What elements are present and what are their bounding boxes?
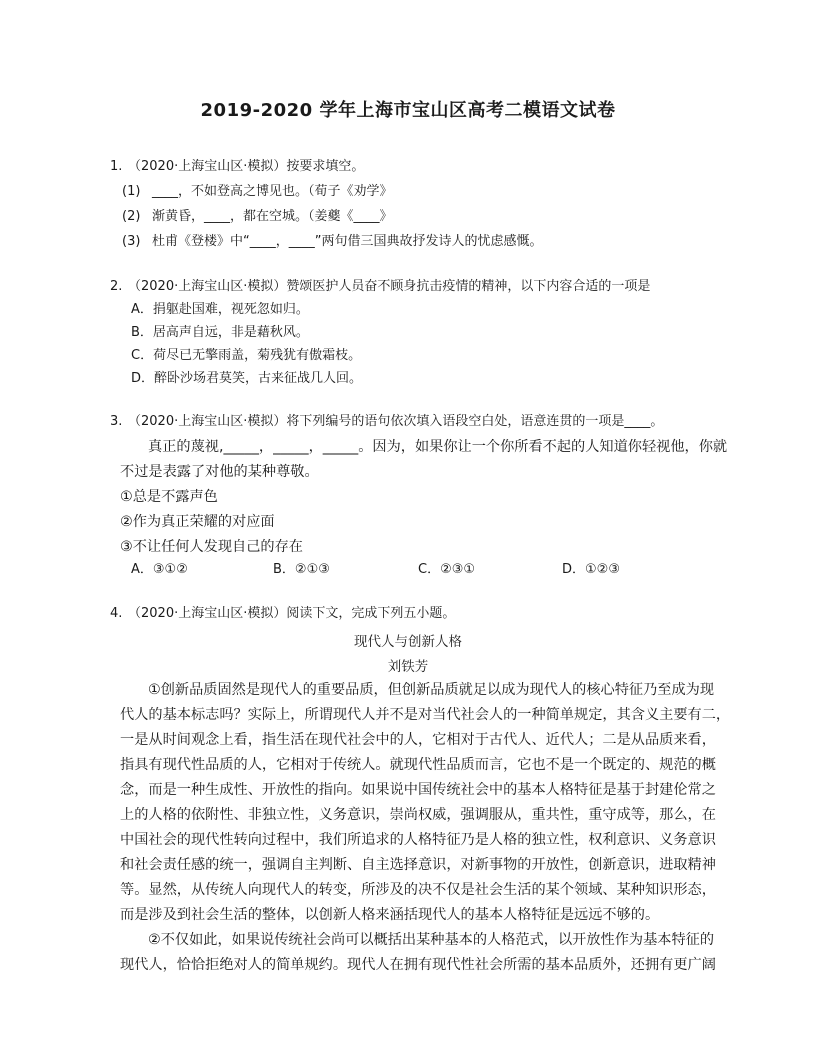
article-line: 现代人，恰恰拒绝对人的简单规约。现代人在拥有现代性社会所需的基本品质外，还拥有更广阔 (120, 957, 716, 973)
question-3-number: 3. (110, 414, 123, 429)
article-line: 指具有现代性品质的人，它相对于传统人。就现代性品质而言，它也不是一个既定的、规范的概 (120, 757, 716, 773)
article-author: 刘铁芳 (387, 659, 429, 675)
article-line: ②不仅如此，如果说传统社会尚可以概括出某种基本的人格范式，以开放性作为基本特征的 (148, 932, 715, 948)
question-3-item-1: ①总是不露声色 (120, 489, 218, 505)
article-line: 而是涉及到社会生活的整体，以创新人格来涵括现代人的基本人格特征是远远不够的。 (120, 907, 660, 923)
page-title: 2019-2020 学年上海市宝山区高考二模语文试卷 (200, 100, 616, 121)
question-3-paragraph-line-1: 真正的蔑视,_____，_____，_____。因为，如果你让一个你所看不起的人知道你轻视他，你就 (148, 439, 728, 455)
article-line: 上的人格的依附性、非独立性，义务意识，崇尚权威，强调服从，重共性，重守成等，那么，在 (120, 807, 716, 823)
question-2-option-a: A．捐躯赴国难，视死忽如归。 (131, 302, 309, 317)
article-line: 一是从时间观念上看，指生活在现代社会中的人，它相对于古代人、近代人；二是从品质来看， (120, 732, 716, 748)
question-1-item-3-text: 杜甫《登楼》中“____，____”两句借三国典故抒发诗人的忧虑感慨。 (152, 234, 543, 249)
question-3-item-3: ③不让任何人发现自己的存在 (120, 539, 303, 555)
article-line: 中国社会的现代性转向过程中，我们所追求的人格特征乃是人格的独立性，权利意识、义务意识 (120, 832, 716, 848)
question-3-option-a: A．③①② (131, 562, 188, 577)
question-1-stem: （2020·上海宝山区·模拟）按要求填空。 (128, 159, 365, 174)
question-1-item-2-text: 渐黄昏，____，都在空城。（姜夔《____》 (152, 209, 393, 224)
question-1-number: 1. (110, 159, 123, 174)
question-3-item-2: ②作为真正荣耀的对应面 (120, 514, 275, 530)
article-line: ①创新品质固然是现代人的重要品质，但创新品质就足以成为现代人的核心特征乃至成为现 (148, 682, 715, 698)
question-3-option-d: D．①②③ (562, 562, 620, 577)
question-2-stem: （2020·上海宝山区·模拟）赞颂医护人员奋不顾身抗击疫情的精神，以下内容合适的一项是 (128, 279, 651, 294)
question-1-item-2-label: (2) (122, 209, 141, 224)
question-3-paragraph-line-2: 不过是表露了对他的某种尊敬。 (120, 464, 319, 480)
article-title: 现代人与创新人格 (354, 634, 462, 650)
question-2-option-c: C．荷尽已无擎雨盖，菊残犹有傲霜枝。 (131, 348, 362, 363)
question-3-option-b: B．②①③ (273, 562, 330, 577)
question-3-stem: （2020·上海宝山区·模拟）将下列编号的语句依次填入语段空白处，语意连贯的一项是____。 (128, 414, 664, 429)
question-4-stem: （2020·上海宝山区·模拟）阅读下文，完成下列五小题。 (128, 606, 456, 621)
question-1-item-3-label: (3) (122, 234, 141, 249)
question-2-option-b: B．居高声自远，非是藉秋风。 (131, 325, 309, 340)
article-line: 等。显然，从传统人向现代人的转变，所涉及的决不仅是社会生活的某个领域、某种知识形态， (120, 882, 716, 898)
article-line: 念，而是一种生成性、开放性的指向。如果说中国传统社会中的基本人格特征是基于封建伦常之 (120, 782, 716, 798)
question-4-number: 4. (110, 606, 123, 621)
article-line: 和社会责任感的统一，强调自主判断、自主选择意识，对新事物的开放性，创新意识，进取精神 (120, 857, 716, 873)
question-1-item-1-text: ____，不如登高之博见也。（荀子《劝学》 (152, 184, 393, 199)
question-2-option-d: D．醉卧沙场君莫笑，古来征战几人回。 (131, 371, 363, 386)
article-line: 代人的基本标志吗？实际上，所谓现代人并不是对当代社会人的一种简单规定，其含义主要有二， (120, 707, 731, 723)
question-3-option-c: C．②③① (418, 562, 476, 577)
question-1-item-1-label: (1) (122, 184, 141, 199)
question-2-number: 2. (110, 279, 123, 294)
